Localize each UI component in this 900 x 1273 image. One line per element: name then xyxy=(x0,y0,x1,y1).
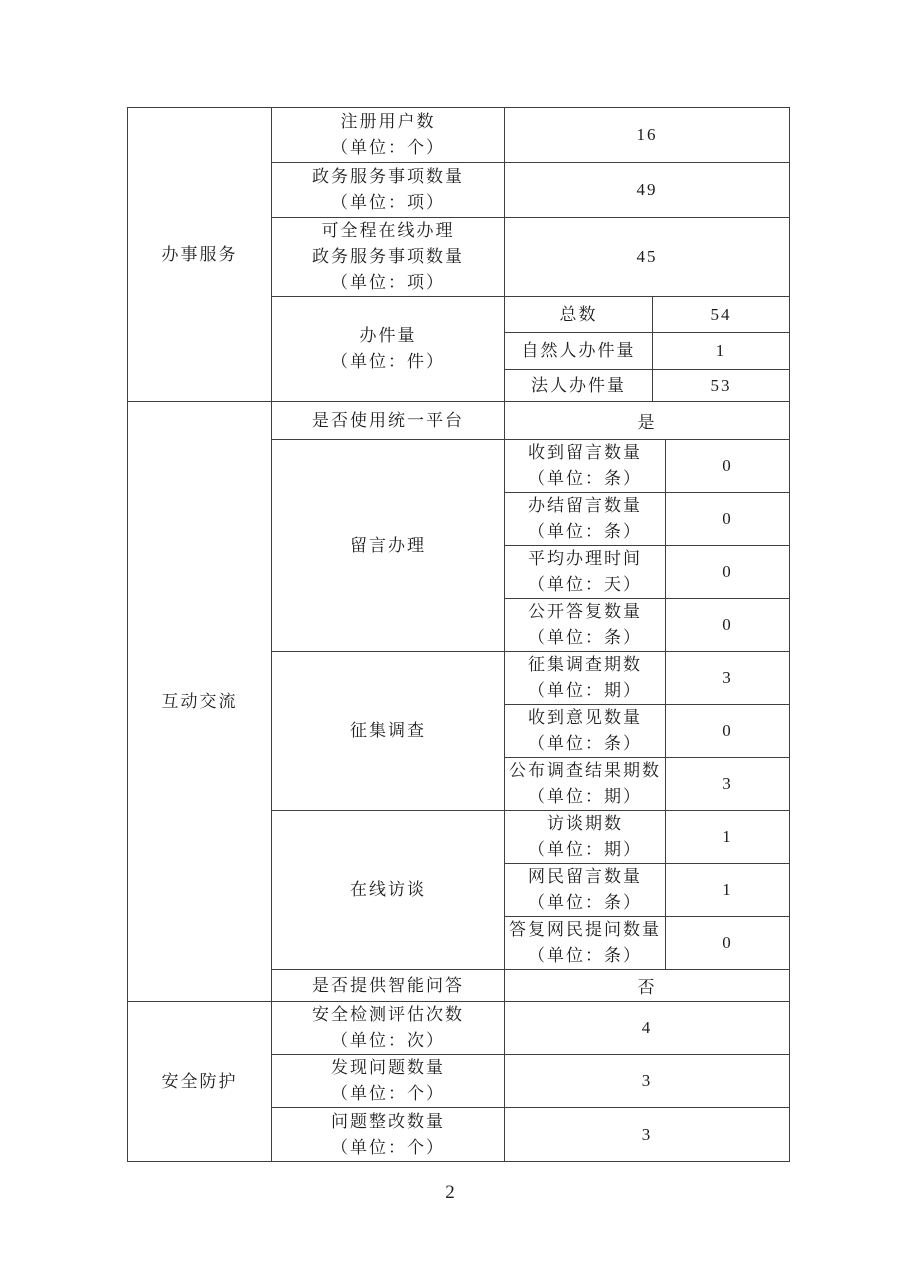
subitem-label-line: 公开答复数量 xyxy=(528,602,642,621)
item-label-cell-fangtan xyxy=(272,811,505,970)
item-label-cell xyxy=(272,970,505,1002)
subitem-unit-line: （单位：期） xyxy=(528,840,642,859)
subitem-unit-line: （单位：期） xyxy=(528,787,642,806)
item-value-cell: 16 xyxy=(505,108,790,163)
subitem-label-cell xyxy=(505,758,666,811)
table-row xyxy=(128,108,790,163)
item-label-line: 是否使用统一平台 xyxy=(312,410,464,430)
subitem-label-line: 平均办理时间 xyxy=(528,549,642,568)
item-value-cell: 3 xyxy=(505,1055,790,1108)
item-label-line: 在线访谈 xyxy=(350,880,426,899)
subitem-label-cell xyxy=(505,297,653,333)
subitem-value-cell: 0 xyxy=(666,599,790,652)
subitem-label-cell xyxy=(505,546,666,599)
subitem-value-cell: 3 xyxy=(666,652,790,705)
subitem-label-line: 收到意见数量 xyxy=(528,708,642,727)
item-unit-line: （单位：项） xyxy=(331,273,445,292)
item-label-line: 发现问题数量 xyxy=(331,1058,445,1077)
item-unit-line: （单位：件） xyxy=(331,352,445,371)
subitem-value-cell: 1 xyxy=(666,864,790,917)
item-label-line: 政务服务事项数量 xyxy=(312,247,464,266)
subitem-value-cell: 0 xyxy=(666,440,790,493)
table-section-security xyxy=(127,1001,790,1162)
category-label: 安全防护 xyxy=(161,1071,238,1091)
item-label-line: 政务服务事项数量 xyxy=(312,167,464,186)
page-number: 2 xyxy=(445,1182,455,1203)
item-label-line: 留言办理 xyxy=(350,535,426,555)
category-label: 互动交流 xyxy=(161,691,238,711)
item-label-cell-liuyan xyxy=(272,440,505,652)
subitem-value-cell: 0 xyxy=(666,546,790,599)
subitem-label-cell xyxy=(505,811,666,864)
item-label-cell xyxy=(272,218,505,297)
item-label-line: 办件量 xyxy=(359,326,417,345)
item-unit-line: （单位：个） xyxy=(331,138,445,157)
subitem-label-line: 总数 xyxy=(559,304,598,324)
subitem-unit-line: （单位：期） xyxy=(528,681,642,700)
item-label-cell xyxy=(272,108,505,163)
category-cell-security xyxy=(128,1002,272,1162)
subitem-value-cell: 53 xyxy=(653,370,790,402)
subitem-label-line: 公布调查结果期数 xyxy=(509,761,661,780)
item-unit-line: （单位：次） xyxy=(331,1031,445,1050)
item-value-cell: 3 xyxy=(505,1108,790,1162)
subitem-unit-line: （单位：条） xyxy=(528,946,642,965)
subitem-label-line: 答复网民提问数量 xyxy=(509,920,661,939)
subitem-label-line: 访谈期数 xyxy=(547,814,623,833)
subitem-unit-line: （单位：条） xyxy=(528,469,642,488)
subitem-label-line: 收到留言数量 xyxy=(528,443,642,462)
subitem-unit-line: （单位：天） xyxy=(528,575,642,594)
subitem-label-line: 征集调查期数 xyxy=(528,655,642,674)
item-label-cell-banjianliang xyxy=(272,297,505,402)
item-label-line: 问题整改数量 xyxy=(331,1111,445,1131)
category-cell-interaction xyxy=(128,402,272,1002)
item-label-cell xyxy=(272,1055,505,1108)
table-row xyxy=(128,402,790,440)
table-section-service xyxy=(127,107,790,402)
subitem-label-cell xyxy=(505,333,653,370)
item-label-line: 可全程在线办理 xyxy=(321,221,455,240)
item-label-cell-zhengji xyxy=(272,652,505,811)
item-value-cell: 是 xyxy=(505,402,790,440)
item-value-cell: 否 xyxy=(505,970,790,1002)
table-section-interaction xyxy=(127,401,790,1002)
subitem-unit-line: （单位：条） xyxy=(528,734,642,753)
item-value-cell: 49 xyxy=(505,163,790,218)
subitem-label-cell xyxy=(505,493,666,546)
category-label: 办事服务 xyxy=(161,244,238,264)
item-unit-line: （单位：项） xyxy=(331,193,445,212)
subitem-value-cell: 54 xyxy=(653,297,790,333)
subitem-unit-line: （单位：条） xyxy=(528,522,642,541)
subitem-label-cell xyxy=(505,917,666,970)
subitem-unit-line: （单位：条） xyxy=(528,628,642,647)
item-label-line: 安全检测评估次数 xyxy=(312,1005,464,1024)
subitem-value-cell: 1 xyxy=(666,811,790,864)
item-unit-line: （单位：个） xyxy=(331,1084,445,1103)
item-label-cell xyxy=(272,1002,505,1055)
item-label-line: 征集调查 xyxy=(350,721,426,740)
subitem-label-line: 自然人办件量 xyxy=(521,341,636,360)
subitem-label-cell xyxy=(505,599,666,652)
subitem-value-cell: 0 xyxy=(666,917,790,970)
report-table xyxy=(127,107,790,1162)
item-value-cell: 45 xyxy=(505,218,790,297)
subitem-value-cell: 0 xyxy=(666,493,790,546)
item-label-cell xyxy=(272,163,505,218)
category-cell-service xyxy=(128,108,272,402)
item-label-cell xyxy=(272,402,505,440)
subitem-value-cell: 3 xyxy=(666,758,790,811)
subitem-label-cell xyxy=(505,370,653,402)
item-label-line: 注册用户数 xyxy=(340,112,436,131)
subitem-value-cell: 0 xyxy=(666,705,790,758)
item-value-cell: 4 xyxy=(505,1002,790,1055)
subitem-unit-line: （单位：条） xyxy=(528,893,642,912)
item-label-cell xyxy=(272,1108,505,1162)
subitem-label-cell xyxy=(505,864,666,917)
subitem-label-line: 网民留言数量 xyxy=(528,867,642,886)
subitem-label-cell xyxy=(505,705,666,758)
subitem-label-line: 法人办件量 xyxy=(531,375,626,395)
table-row xyxy=(128,1002,790,1055)
item-unit-line: （单位：个） xyxy=(331,1137,445,1157)
subitem-label-cell xyxy=(505,440,666,493)
subitem-label-line: 办结留言数量 xyxy=(528,496,642,515)
subitem-label-cell xyxy=(505,652,666,705)
item-label-line: 是否提供智能问答 xyxy=(312,975,464,995)
subitem-value-cell: 1 xyxy=(653,333,790,370)
